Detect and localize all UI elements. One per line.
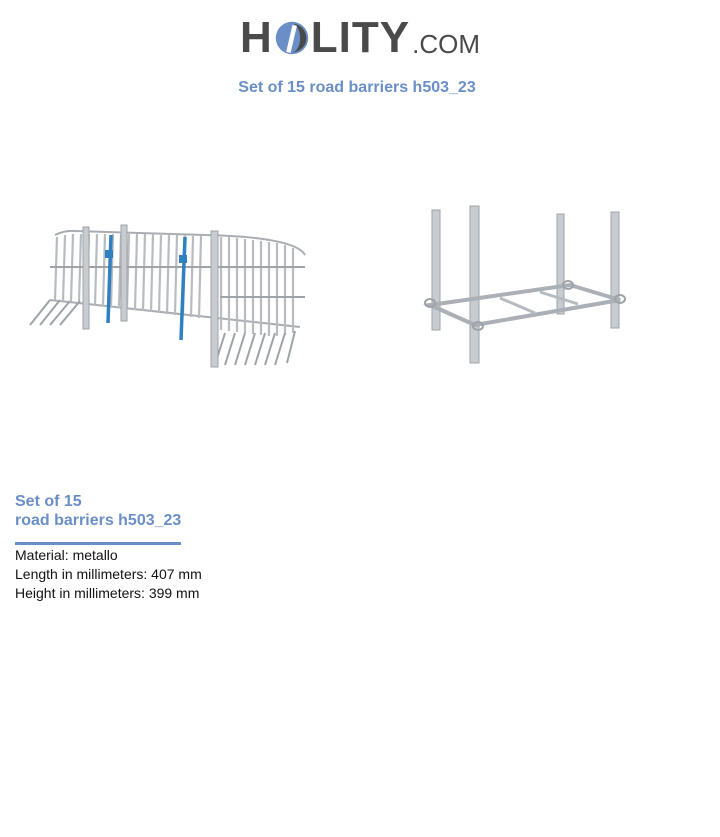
logo-o-icon <box>274 18 310 58</box>
logo-letter-h: H <box>240 13 273 62</box>
product-heading-line2: road barriers h503_23 <box>15 512 182 529</box>
product-image-barriers <box>25 215 315 375</box>
site-logo[interactable] <box>240 10 480 66</box>
spec-height: Height in millimeters: 399 mm <box>15 585 200 601</box>
product-image-rack <box>420 200 630 375</box>
page-title: Set of 15 road barriers h503_23 <box>238 79 476 96</box>
product-specs <box>15 546 202 603</box>
logo-letters-lity: LITY <box>310 13 411 62</box>
spec-length: Length in millimeters: 407 mm <box>15 566 202 582</box>
product-heading-line1: Set of 15 <box>15 493 82 510</box>
spec-material: Material: metallo <box>15 547 118 563</box>
logo-suffix-com: .COM <box>412 28 480 59</box>
product-heading <box>15 492 181 530</box>
heading-divider <box>15 542 181 545</box>
